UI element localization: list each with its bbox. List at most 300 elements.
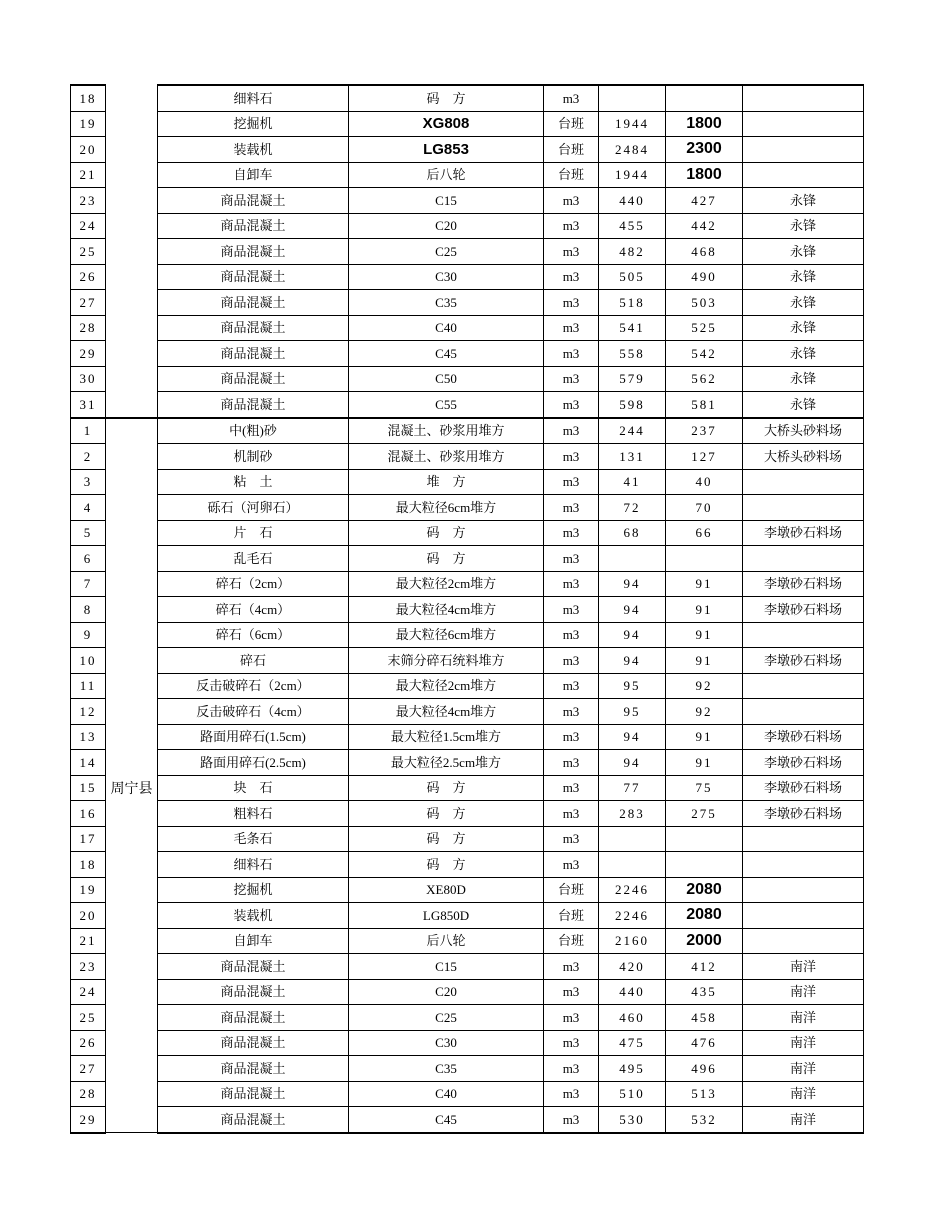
price-quote-cell: 475	[599, 1030, 666, 1056]
price-final-cell: 435	[666, 979, 743, 1005]
price-final-cell: 2080	[666, 903, 743, 929]
unit-cell: m3	[544, 852, 599, 878]
price-final-cell: 513	[666, 1081, 743, 1107]
unit-cell: m3	[544, 1107, 599, 1133]
price-final-cell: 532	[666, 1107, 743, 1133]
spec-cell: C40	[349, 1081, 544, 1107]
table-row	[71, 979, 864, 1005]
supplier-cell: 永锋	[743, 315, 864, 341]
supplier-cell	[743, 673, 864, 699]
price-quote-cell: 460	[599, 1005, 666, 1031]
unit-cell: m3	[544, 315, 599, 341]
unit-cell: m3	[544, 85, 599, 111]
price-final-cell	[666, 85, 743, 111]
price-final-cell: 1800	[666, 162, 743, 188]
unit-cell: m3	[544, 699, 599, 725]
row-number-cell: 24	[71, 213, 106, 239]
price-quote-cell: 510	[599, 1081, 666, 1107]
table-row	[71, 1005, 864, 1031]
supplier-cell: 李墩砂石料场	[743, 775, 864, 801]
supplier-cell: 永锋	[743, 341, 864, 367]
spec-cell: 最大粒径2.5cm堆方	[349, 750, 544, 776]
supplier-cell: 永锋	[743, 213, 864, 239]
row-number-cell: 8	[71, 597, 106, 623]
price-quote-cell: 2246	[599, 877, 666, 903]
price-quote-cell: 530	[599, 1107, 666, 1133]
unit-cell: m3	[544, 826, 599, 852]
row-number-cell: 5	[71, 520, 106, 546]
table-row	[71, 903, 864, 929]
price-final-cell: 490	[666, 264, 743, 290]
supplier-cell: 永锋	[743, 188, 864, 214]
row-number-cell: 2	[71, 444, 106, 470]
price-final-cell: 237	[666, 418, 743, 444]
row-number-cell: 21	[71, 162, 106, 188]
price-quote-cell	[599, 85, 666, 111]
row-number-cell: 17	[71, 826, 106, 852]
spec-cell: 码 方	[349, 546, 544, 572]
unit-cell: m3	[544, 495, 599, 521]
material-cell: 片 石	[158, 520, 349, 546]
row-number-cell: 19	[71, 877, 106, 903]
unit-cell: m3	[544, 392, 599, 418]
price-final-cell: 2300	[666, 137, 743, 163]
price-final-cell: 427	[666, 188, 743, 214]
row-number-cell: 18	[71, 852, 106, 878]
spec-cell: 后八轮	[349, 162, 544, 188]
material-cell: 商品混凝土	[158, 954, 349, 980]
unit-cell: m3	[544, 724, 599, 750]
material-cell: 商品混凝土	[158, 1005, 349, 1031]
spec-cell: 最大粒径1.5cm堆方	[349, 724, 544, 750]
price-quote-cell: 1944	[599, 162, 666, 188]
row-number-cell: 1	[71, 418, 106, 444]
supplier-cell	[743, 699, 864, 725]
price-quote-cell	[599, 546, 666, 572]
material-cell: 商品混凝土	[158, 239, 349, 265]
table-row	[71, 673, 864, 699]
unit-cell: m3	[544, 622, 599, 648]
material-cell: 商品混凝土	[158, 213, 349, 239]
material-cell: 反击破碎石（2cm）	[158, 673, 349, 699]
price-quote-cell: 94	[599, 724, 666, 750]
spec-cell: LG853	[349, 137, 544, 163]
supplier-cell	[743, 622, 864, 648]
unit-cell: m3	[544, 1005, 599, 1031]
unit-cell: m3	[544, 444, 599, 470]
table-row	[71, 1081, 864, 1107]
unit-cell: m3	[544, 188, 599, 214]
price-quote-cell	[599, 826, 666, 852]
price-quote-cell: 420	[599, 954, 666, 980]
price-final-cell: 91	[666, 648, 743, 674]
row-number-cell: 12	[71, 699, 106, 725]
supplier-cell: 永锋	[743, 366, 864, 392]
row-number-cell: 21	[71, 928, 106, 954]
spec-cell: XE80D	[349, 877, 544, 903]
price-quote-cell: 541	[599, 315, 666, 341]
material-cell: 路面用碎石(1.5cm)	[158, 724, 349, 750]
material-cell: 装载机	[158, 137, 349, 163]
supplier-cell	[743, 928, 864, 954]
spec-cell: C50	[349, 366, 544, 392]
spec-cell: 混凝土、砂浆用堆方	[349, 418, 544, 444]
price-quote-cell: 505	[599, 264, 666, 290]
table-row	[71, 775, 864, 801]
row-number-cell: 3	[71, 469, 106, 495]
row-number-cell: 11	[71, 673, 106, 699]
material-cell: 商品混凝土	[158, 1056, 349, 1082]
spec-cell: 码 方	[349, 852, 544, 878]
price-final-cell: 66	[666, 520, 743, 546]
price-final-cell: 40	[666, 469, 743, 495]
table-row	[71, 290, 864, 316]
spec-cell: C20	[349, 213, 544, 239]
unit-cell: m3	[544, 469, 599, 495]
spec-cell: C45	[349, 1107, 544, 1133]
material-cell: 中(粗)砂	[158, 418, 349, 444]
spec-cell: 最大粒径6cm堆方	[349, 622, 544, 648]
unit-cell: m3	[544, 954, 599, 980]
price-final-cell	[666, 546, 743, 572]
table-row	[71, 444, 864, 470]
price-table-body	[71, 85, 864, 1133]
price-final-cell: 75	[666, 775, 743, 801]
material-cell: 粘 土	[158, 469, 349, 495]
supplier-cell: 永锋	[743, 239, 864, 265]
row-number-cell: 25	[71, 1005, 106, 1031]
price-quote-cell	[599, 852, 666, 878]
spec-cell: C30	[349, 1030, 544, 1056]
supplier-cell: 南洋	[743, 979, 864, 1005]
table-row	[71, 648, 864, 674]
table-row	[71, 239, 864, 265]
price-final-cell: 91	[666, 597, 743, 623]
row-number-cell: 6	[71, 546, 106, 572]
unit-cell: m3	[544, 366, 599, 392]
unit-cell: m3	[544, 979, 599, 1005]
table-row	[71, 571, 864, 597]
price-final-cell: 542	[666, 341, 743, 367]
unit-cell: m3	[544, 750, 599, 776]
material-cell: 商品混凝土	[158, 341, 349, 367]
price-final-cell	[666, 852, 743, 878]
unit-cell: m3	[544, 1081, 599, 1107]
spec-cell: C55	[349, 392, 544, 418]
row-number-cell: 16	[71, 801, 106, 827]
supplier-cell: 永锋	[743, 264, 864, 290]
price-quote-cell: 244	[599, 418, 666, 444]
county-cell	[106, 418, 158, 1133]
price-final-cell: 2000	[666, 928, 743, 954]
spec-cell: 最大粒径2cm堆方	[349, 673, 544, 699]
price-final-cell: 412	[666, 954, 743, 980]
material-cell: 碎石	[158, 648, 349, 674]
spec-cell: 最大粒径6cm堆方	[349, 495, 544, 521]
price-quote-cell: 283	[599, 801, 666, 827]
supplier-cell: 李墩砂石料场	[743, 750, 864, 776]
unit-cell: 台班	[544, 111, 599, 137]
material-cell: 挖掘机	[158, 877, 349, 903]
material-cell: 商品混凝土	[158, 188, 349, 214]
table-row	[71, 826, 864, 852]
spec-cell: 码 方	[349, 801, 544, 827]
supplier-cell	[743, 877, 864, 903]
spec-cell: C45	[349, 341, 544, 367]
row-number-cell: 28	[71, 1081, 106, 1107]
material-cell: 细料石	[158, 852, 349, 878]
unit-cell: m3	[544, 290, 599, 316]
unit-cell: m3	[544, 546, 599, 572]
price-final-cell: 458	[666, 1005, 743, 1031]
row-number-cell: 20	[71, 903, 106, 929]
price-quote-cell: 131	[599, 444, 666, 470]
price-table	[70, 84, 864, 1134]
material-cell: 反击破碎石（4cm）	[158, 699, 349, 725]
price-final-cell: 503	[666, 290, 743, 316]
row-number-cell: 18	[71, 85, 106, 111]
material-cell: 商品混凝土	[158, 315, 349, 341]
material-cell: 粗料石	[158, 801, 349, 827]
supplier-cell: 李墩砂石料场	[743, 597, 864, 623]
spec-cell: C20	[349, 979, 544, 1005]
unit-cell: m3	[544, 520, 599, 546]
price-final-cell: 91	[666, 750, 743, 776]
table-row	[71, 188, 864, 214]
material-cell: 自卸车	[158, 928, 349, 954]
material-cell: 毛条石	[158, 826, 349, 852]
table-row	[71, 954, 864, 980]
material-cell: 细料石	[158, 85, 349, 111]
unit-cell: 台班	[544, 137, 599, 163]
material-cell: 商品混凝土	[158, 1030, 349, 1056]
table-row	[71, 418, 864, 444]
supplier-cell: 永锋	[743, 392, 864, 418]
supplier-cell: 南洋	[743, 954, 864, 980]
row-number-cell: 15	[71, 775, 106, 801]
price-final-cell: 91	[666, 724, 743, 750]
table-row	[71, 111, 864, 137]
row-number-cell: 29	[71, 341, 106, 367]
price-quote-cell: 94	[599, 597, 666, 623]
table-row	[71, 597, 864, 623]
price-quote-cell: 94	[599, 648, 666, 674]
supplier-cell: 李墩砂石料场	[743, 520, 864, 546]
price-final-cell: 562	[666, 366, 743, 392]
supplier-cell: 大桥头砂料场	[743, 418, 864, 444]
price-final-cell: 468	[666, 239, 743, 265]
spec-cell: 码 方	[349, 85, 544, 111]
table-row	[71, 546, 864, 572]
supplier-cell	[743, 469, 864, 495]
table-row	[71, 213, 864, 239]
row-number-cell: 27	[71, 1056, 106, 1082]
supplier-cell	[743, 111, 864, 137]
table-row	[71, 1056, 864, 1082]
unit-cell: m3	[544, 571, 599, 597]
spec-cell: 最大粒径4cm堆方	[349, 699, 544, 725]
unit-cell: m3	[544, 648, 599, 674]
table-row	[71, 469, 864, 495]
supplier-cell: 李墩砂石料场	[743, 648, 864, 674]
price-final-cell: 70	[666, 495, 743, 521]
row-number-cell: 23	[71, 188, 106, 214]
supplier-cell	[743, 85, 864, 111]
spec-cell: 混凝土、砂浆用堆方	[349, 444, 544, 470]
table-row	[71, 928, 864, 954]
spec-cell: XG808	[349, 111, 544, 137]
price-quote-cell: 72	[599, 495, 666, 521]
supplier-cell: 李墩砂石料场	[743, 571, 864, 597]
table-row	[71, 495, 864, 521]
row-number-cell: 13	[71, 724, 106, 750]
price-final-cell: 2080	[666, 877, 743, 903]
unit-cell: m3	[544, 775, 599, 801]
material-cell: 商品混凝土	[158, 1107, 349, 1133]
supplier-cell	[743, 162, 864, 188]
unit-cell: m3	[544, 264, 599, 290]
table-row	[71, 392, 864, 418]
row-number-cell: 24	[71, 979, 106, 1005]
supplier-cell	[743, 903, 864, 929]
material-cell: 碎石（6cm）	[158, 622, 349, 648]
row-number-cell: 28	[71, 315, 106, 341]
spec-cell: C25	[349, 1005, 544, 1031]
unit-cell: m3	[544, 597, 599, 623]
supplier-cell: 永锋	[743, 290, 864, 316]
spec-cell: LG850D	[349, 903, 544, 929]
row-number-cell: 27	[71, 290, 106, 316]
price-quote-cell: 68	[599, 520, 666, 546]
material-cell: 机制砂	[158, 444, 349, 470]
price-quote-cell: 598	[599, 392, 666, 418]
row-number-cell: 26	[71, 264, 106, 290]
unit-cell: m3	[544, 801, 599, 827]
row-number-cell: 29	[71, 1107, 106, 1133]
spec-cell: 后八轮	[349, 928, 544, 954]
spec-cell: 最大粒径2cm堆方	[349, 571, 544, 597]
supplier-cell: 李墩砂石料场	[743, 801, 864, 827]
material-cell: 乱毛石	[158, 546, 349, 572]
price-quote-cell: 558	[599, 341, 666, 367]
price-final-cell: 275	[666, 801, 743, 827]
table-row	[71, 366, 864, 392]
price-quote-cell: 2246	[599, 903, 666, 929]
spec-cell: C35	[349, 290, 544, 316]
row-number-cell: 10	[71, 648, 106, 674]
table-row	[71, 520, 864, 546]
price-final-cell: 91	[666, 571, 743, 597]
price-final-cell: 92	[666, 699, 743, 725]
material-cell: 商品混凝土	[158, 366, 349, 392]
spec-cell: C25	[349, 239, 544, 265]
material-cell: 商品混凝土	[158, 264, 349, 290]
supplier-cell	[743, 826, 864, 852]
row-number-cell: 9	[71, 622, 106, 648]
table-row	[71, 85, 864, 111]
unit-cell: 台班	[544, 877, 599, 903]
table-row	[71, 724, 864, 750]
material-cell: 碎石（2cm）	[158, 571, 349, 597]
supplier-cell	[743, 852, 864, 878]
row-number-cell: 7	[71, 571, 106, 597]
supplier-cell	[743, 495, 864, 521]
spec-cell: 码 方	[349, 775, 544, 801]
table-row	[71, 264, 864, 290]
table-row	[71, 315, 864, 341]
price-quote-cell: 2160	[599, 928, 666, 954]
table-row	[71, 852, 864, 878]
supplier-cell: 南洋	[743, 1056, 864, 1082]
spec-cell: 最大粒径4cm堆方	[349, 597, 544, 623]
supplier-cell: 大桥头砂料场	[743, 444, 864, 470]
price-quote-cell: 518	[599, 290, 666, 316]
material-cell: 碎石（4cm）	[158, 597, 349, 623]
price-quote-cell: 77	[599, 775, 666, 801]
row-number-cell: 4	[71, 495, 106, 521]
spec-cell: C35	[349, 1056, 544, 1082]
unit-cell: 台班	[544, 162, 599, 188]
material-cell: 路面用碎石(2.5cm)	[158, 750, 349, 776]
spec-cell: C30	[349, 264, 544, 290]
material-cell: 自卸车	[158, 162, 349, 188]
table-row	[71, 877, 864, 903]
table-row	[71, 341, 864, 367]
row-number-cell: 14	[71, 750, 106, 776]
price-final-cell: 1800	[666, 111, 743, 137]
material-cell: 商品混凝土	[158, 979, 349, 1005]
material-cell: 装载机	[158, 903, 349, 929]
material-cell: 商品混凝土	[158, 392, 349, 418]
price-quote-cell: 95	[599, 673, 666, 699]
table-row	[71, 699, 864, 725]
price-quote-cell: 41	[599, 469, 666, 495]
spec-cell: 堆 方	[349, 469, 544, 495]
row-number-cell: 23	[71, 954, 106, 980]
unit-cell: m3	[544, 1056, 599, 1082]
unit-cell: m3	[544, 213, 599, 239]
price-quote-cell: 495	[599, 1056, 666, 1082]
price-final-cell: 476	[666, 1030, 743, 1056]
unit-cell: m3	[544, 673, 599, 699]
price-quote-cell: 1944	[599, 111, 666, 137]
table-row	[71, 1030, 864, 1056]
supplier-cell: 李墩砂石料场	[743, 724, 864, 750]
supplier-cell	[743, 546, 864, 572]
price-final-cell: 92	[666, 673, 743, 699]
price-final-cell: 525	[666, 315, 743, 341]
table-row	[71, 162, 864, 188]
row-number-cell: 30	[71, 366, 106, 392]
row-number-cell: 20	[71, 137, 106, 163]
unit-cell: 台班	[544, 928, 599, 954]
table-row	[71, 1107, 864, 1133]
spec-cell: 码 方	[349, 826, 544, 852]
price-quote-cell: 94	[599, 750, 666, 776]
price-quote-cell: 579	[599, 366, 666, 392]
supplier-cell: 南洋	[743, 1081, 864, 1107]
unit-cell: 台班	[544, 903, 599, 929]
unit-cell: m3	[544, 1030, 599, 1056]
row-number-cell: 26	[71, 1030, 106, 1056]
table-row	[71, 622, 864, 648]
price-quote-cell: 94	[599, 571, 666, 597]
price-final-cell: 91	[666, 622, 743, 648]
supplier-cell: 南洋	[743, 1005, 864, 1031]
supplier-cell: 南洋	[743, 1107, 864, 1133]
price-quote-cell: 95	[599, 699, 666, 725]
table-row	[71, 750, 864, 776]
